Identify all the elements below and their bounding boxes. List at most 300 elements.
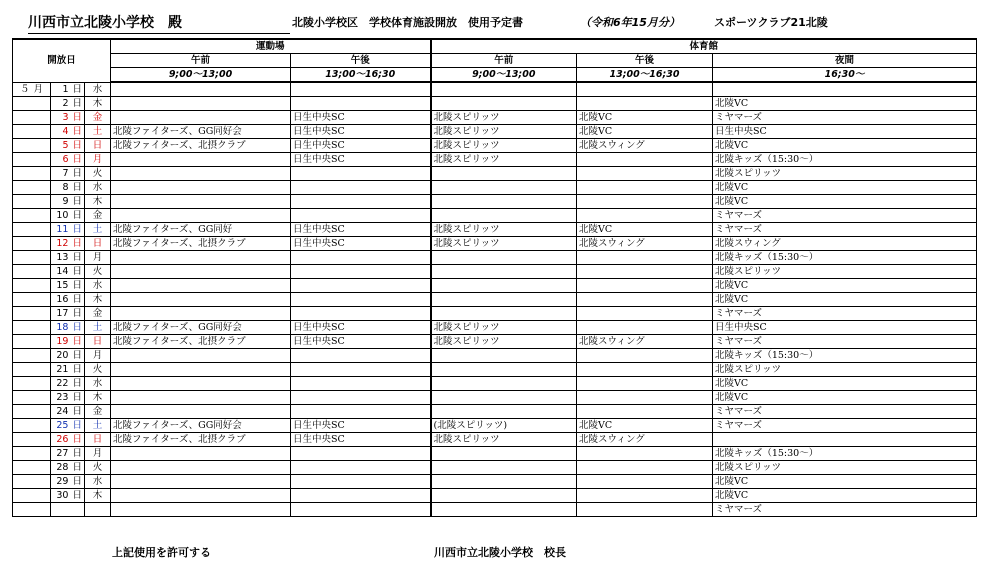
ground-pm-cell: [291, 503, 431, 517]
ground-am-cell: [111, 209, 291, 223]
day-number: 27: [56, 448, 69, 459]
day-number: 22: [56, 378, 69, 389]
day-suffix: 日: [72, 434, 82, 445]
gym-pm-cell: [577, 377, 713, 391]
ground-pm-cell: [291, 82, 431, 97]
month-cell: [13, 503, 51, 517]
day-cell: [51, 489, 85, 503]
table-row: [13, 195, 977, 209]
month-cell: [13, 279, 51, 293]
day-cell: [51, 209, 85, 223]
table-row: [13, 377, 977, 391]
day-suffix: 日: [72, 378, 82, 389]
gym-pm-cell: [577, 279, 713, 293]
day-suffix: 日: [72, 140, 82, 151]
day-number: 1: [62, 83, 69, 95]
gym-pm-cell: [577, 391, 713, 405]
gym-am-cell: [431, 265, 577, 279]
day-suffix: 日: [72, 392, 82, 403]
day-suffix: 日: [72, 238, 82, 249]
ground-am-cell: 北陵ファイターズ、GG同好会: [111, 125, 291, 139]
day-suffix: 日: [72, 126, 82, 137]
month-cell: [13, 181, 51, 195]
ground-pm-cell: 日生中央SC: [291, 335, 431, 349]
day-number: 10: [56, 210, 69, 221]
day-cell: [51, 349, 85, 363]
ground-am-cell: [111, 405, 291, 419]
ground-pm-cell: 日生中央SC: [291, 433, 431, 447]
table-row: [13, 293, 977, 307]
gym-header: 体育館: [431, 39, 977, 54]
day-number: 3: [62, 112, 69, 123]
month-cell: [13, 433, 51, 447]
gym-pm-cell: 北陵スウィング: [577, 237, 713, 251]
month-cell: [13, 461, 51, 475]
ground-pm-cell: [291, 363, 431, 377]
day-cell: [51, 223, 85, 237]
ground-pm-cell: [291, 377, 431, 391]
table-row: [13, 111, 977, 125]
ground-am-cell: [111, 349, 291, 363]
gym-pm-cell: [577, 153, 713, 167]
gym-night-cell: 北陵VC: [713, 97, 977, 111]
table-row: [13, 489, 977, 503]
day-number: 6: [62, 154, 69, 165]
table-row: [13, 82, 977, 97]
table-row: [13, 475, 977, 489]
ground-am-cell: [111, 82, 291, 97]
day-number: 16: [56, 294, 69, 305]
gym-night-cell: 北陵VC: [713, 139, 977, 153]
ground-am-cell: 北陵ファイターズ、GG同好: [111, 223, 291, 237]
day-suffix: 日: [72, 112, 82, 123]
gym-pm-cell: [577, 97, 713, 111]
day-suffix: 日: [72, 83, 82, 95]
ground-pm-cell: [291, 279, 431, 293]
gym-night-cell: 北陵VC: [713, 489, 977, 503]
weekday-cell: 日: [85, 335, 111, 349]
month-cell: [13, 405, 51, 419]
gym-night-cell: 北陵キッズ（15:30～）: [713, 349, 977, 363]
day-cell: [51, 307, 85, 321]
gym-night-cell: ミヤマーズ: [713, 419, 977, 433]
gym-pm-cell: [577, 405, 713, 419]
gym-am-cell: (北陵スピリッツ): [431, 419, 577, 433]
table-row: [13, 419, 977, 433]
day-number: 9: [62, 196, 69, 207]
weekday-cell: 水: [85, 181, 111, 195]
gym-am-cell: [431, 209, 577, 223]
day-number: 19: [56, 336, 69, 347]
ground-pm-cell: [291, 293, 431, 307]
gym-pm-cell: [577, 503, 713, 517]
gym-am-cell: 北陵スピリッツ: [431, 335, 577, 349]
day-cell: [51, 97, 85, 111]
ground-am-cell: [111, 461, 291, 475]
period-header: 午前: [111, 54, 291, 68]
ground-pm-cell: 日生中央SC: [291, 111, 431, 125]
gym-night-cell: 北陵VC: [713, 279, 977, 293]
month-cell: [13, 377, 51, 391]
gym-am-cell: [431, 293, 577, 307]
day-number: 15: [56, 280, 69, 291]
ground-pm-cell: [291, 167, 431, 181]
gym-pm-cell: [577, 489, 713, 503]
day-number: 29: [56, 476, 69, 487]
month-cell: [13, 321, 51, 335]
month-cell: [13, 391, 51, 405]
day-cell: [51, 461, 85, 475]
day-suffix: 日: [72, 224, 82, 235]
period-header: 夜間: [713, 54, 977, 68]
table-row: [13, 139, 977, 153]
weekday-cell: 木: [85, 293, 111, 307]
day-cell: [51, 139, 85, 153]
ground-am-cell: [111, 97, 291, 111]
open-day-header: 開放日: [13, 39, 111, 82]
ground-pm-cell: [291, 195, 431, 209]
gym-am-cell: 北陵スピリッツ: [431, 321, 577, 335]
time-header: 16;30～: [713, 68, 977, 83]
day-suffix: 日: [72, 252, 82, 263]
ground-am-cell: [111, 503, 291, 517]
day-cell: [51, 167, 85, 181]
day-number: 26: [56, 434, 69, 445]
day-number: 13: [56, 252, 69, 263]
gym-pm-cell: [577, 321, 713, 335]
table-row: [13, 181, 977, 195]
ground-am-cell: 北陵ファイターズ、北摂クラブ: [111, 237, 291, 251]
time-header: 9;00～13;00: [431, 68, 577, 83]
day-number: 7: [62, 168, 69, 179]
gym-pm-cell: 北陵VC: [577, 223, 713, 237]
ground-am-cell: [111, 377, 291, 391]
month-cell: [13, 97, 51, 111]
day-cell: [51, 503, 85, 517]
document-title: 北陵小学校区 学校体育施設開放 使用予定書: [292, 16, 523, 29]
month-number: ５: [19, 83, 30, 95]
ground-am-cell: [111, 251, 291, 265]
day-number: 11: [56, 224, 69, 235]
weekday-cell: 土: [85, 419, 111, 433]
weekday-cell: 月: [85, 251, 111, 265]
ground-am-cell: 北陵ファイターズ、北摂クラブ: [111, 335, 291, 349]
weekday-cell: 火: [85, 461, 111, 475]
gym-am-cell: [431, 307, 577, 321]
weekday-cell: 火: [85, 363, 111, 377]
gym-pm-cell: 北陵VC: [577, 111, 713, 125]
ground-pm-cell: 日生中央SC: [291, 125, 431, 139]
day-number: 20: [56, 350, 69, 361]
gym-night-cell: 北陵VC: [713, 475, 977, 489]
day-number: 5: [62, 140, 69, 151]
day-suffix: 日: [72, 336, 82, 347]
ground-pm-cell: [291, 97, 431, 111]
month-cell: [13, 363, 51, 377]
gym-night-cell: 北陵VC: [713, 181, 977, 195]
ground-am-cell: [111, 167, 291, 181]
day-cell: [51, 447, 85, 461]
gym-pm-cell: [577, 167, 713, 181]
ground-pm-cell: [291, 447, 431, 461]
gym-am-cell: [431, 475, 577, 489]
table-row: [13, 391, 977, 405]
day-number: 4: [62, 126, 69, 137]
day-cell: [51, 433, 85, 447]
day-suffix: 日: [72, 462, 82, 473]
gym-night-cell: 北陵キッズ（15:30～）: [713, 153, 977, 167]
gym-am-cell: 北陵スピリッツ: [431, 237, 577, 251]
gym-pm-cell: 北陵スウィング: [577, 433, 713, 447]
gym-pm-cell: [577, 181, 713, 195]
table-row: [13, 251, 977, 265]
ground-pm-cell: [291, 307, 431, 321]
weekday-cell: 火: [85, 265, 111, 279]
ground-pm-cell: 日生中央SC: [291, 419, 431, 433]
weekday-cell: 月: [85, 447, 111, 461]
gym-pm-cell: [577, 461, 713, 475]
day-number: 17: [56, 308, 69, 319]
month-cell: [13, 447, 51, 461]
gym-am-cell: [431, 195, 577, 209]
gym-night-cell: ミヤマーズ: [713, 223, 977, 237]
month-cell: [13, 307, 51, 321]
day-suffix: 日: [72, 448, 82, 459]
gym-pm-cell: [577, 265, 713, 279]
day-suffix: 日: [72, 490, 82, 501]
ground-am-cell: 北陵ファイターズ、GG同好会: [111, 419, 291, 433]
month-cell: [13, 195, 51, 209]
table-row: [13, 223, 977, 237]
gym-night-cell: ミヤマーズ: [713, 503, 977, 517]
ground-am-cell: 北陵ファイターズ、北摂クラブ: [111, 139, 291, 153]
weekday-cell: 土: [85, 125, 111, 139]
day-suffix: 日: [72, 196, 82, 207]
gym-am-cell: [431, 167, 577, 181]
month-cell: [13, 489, 51, 503]
day-cell: [51, 377, 85, 391]
gym-pm-cell: [577, 447, 713, 461]
gym-pm-cell: [577, 82, 713, 97]
ground-am-cell: [111, 307, 291, 321]
weekday-cell: 土: [85, 321, 111, 335]
weekday-cell: 土: [85, 223, 111, 237]
gym-night-cell: 北陵VC: [713, 195, 977, 209]
month-cell: [13, 125, 51, 139]
table-row: [13, 503, 977, 517]
table-row: [13, 97, 977, 111]
gym-night-cell: 日生中央SC: [713, 125, 977, 139]
weekday-cell: 水: [85, 82, 111, 97]
time-header: 13;00～16;30: [577, 68, 713, 83]
gym-night-cell: 北陵スウィング: [713, 237, 977, 251]
gym-night-cell: 北陵スピリッツ: [713, 167, 977, 181]
ground-am-cell: [111, 181, 291, 195]
ground-pm-cell: [291, 489, 431, 503]
table-row: [13, 125, 977, 139]
weekday-cell: 日: [85, 433, 111, 447]
day-suffix: 日: [72, 98, 82, 109]
ground-am-cell: [111, 265, 291, 279]
ground-am-cell: [111, 363, 291, 377]
weekday-cell: 木: [85, 391, 111, 405]
ground-pm-cell: [291, 181, 431, 195]
weekday-cell: 木: [85, 97, 111, 111]
ground-am-cell: [111, 279, 291, 293]
period-header: 午後: [291, 54, 431, 68]
day-number: 12: [56, 238, 69, 249]
gym-night-cell: [713, 82, 977, 97]
month-cell: [13, 265, 51, 279]
gym-pm-cell: [577, 251, 713, 265]
gym-am-cell: [431, 97, 577, 111]
day-cell: [51, 475, 85, 489]
day-number: 30: [56, 490, 69, 501]
gym-night-cell: 北陵スピリッツ: [713, 363, 977, 377]
day-cell: [51, 181, 85, 195]
day-suffix: 日: [72, 420, 82, 431]
gym-pm-cell: [577, 209, 713, 223]
weekday-cell: 水: [85, 475, 111, 489]
period-label: （令和6年15月分）: [580, 16, 680, 29]
day-suffix: 日: [72, 308, 82, 319]
ground-am-cell: [111, 195, 291, 209]
day-cell: [51, 195, 85, 209]
weekday-cell: 月: [85, 153, 111, 167]
month-cell: [13, 251, 51, 265]
day-cell: [51, 405, 85, 419]
day-number: 18: [56, 322, 69, 333]
ground-am-cell: [111, 447, 291, 461]
table-row: [13, 209, 977, 223]
table-row: [13, 363, 977, 377]
ground-am-cell: [111, 293, 291, 307]
gym-am-cell: [431, 377, 577, 391]
month-cell: [13, 237, 51, 251]
ground-pm-cell: [291, 209, 431, 223]
day-cell: [51, 391, 85, 405]
day-cell: [51, 251, 85, 265]
day-cell: [51, 419, 85, 433]
gym-am-cell: 北陵スピリッツ: [431, 433, 577, 447]
gym-night-cell: ミヤマーズ: [713, 111, 977, 125]
day-cell: [51, 111, 85, 125]
month-cell: [13, 209, 51, 223]
club-name: スポーツクラブ21北陵: [714, 16, 828, 29]
gym-night-cell: ミヤマーズ: [713, 335, 977, 349]
table-row: [13, 335, 977, 349]
gym-night-cell: [713, 433, 977, 447]
table-row: [13, 349, 977, 363]
gym-night-cell: ミヤマーズ: [713, 405, 977, 419]
ground-pm-cell: [291, 475, 431, 489]
gym-night-cell: 北陵VC: [713, 391, 977, 405]
day-suffix: 日: [72, 322, 82, 333]
day-suffix: 日: [72, 280, 82, 291]
month-cell: [13, 335, 51, 349]
day-cell: [51, 153, 85, 167]
weekday-cell: 日: [85, 139, 111, 153]
gym-pm-cell: [577, 349, 713, 363]
period-header: 午前: [431, 54, 577, 68]
weekday-cell: 金: [85, 405, 111, 419]
gym-am-cell: 北陵スピリッツ: [431, 153, 577, 167]
ground-pm-cell: 日生中央SC: [291, 237, 431, 251]
day-cell: [51, 363, 85, 377]
day-number: 28: [56, 462, 69, 473]
ground-am-cell: [111, 475, 291, 489]
weekday-cell: 金: [85, 111, 111, 125]
ground-header: 運動場: [111, 39, 431, 54]
gym-pm-cell: [577, 307, 713, 321]
day-suffix: 日: [72, 154, 82, 165]
permit-statement: 上記使用を許可する: [112, 546, 211, 559]
gym-am-cell: 北陵スピリッツ: [431, 125, 577, 139]
table-row: [13, 461, 977, 475]
gym-night-cell: 北陵VC: [713, 293, 977, 307]
gym-am-cell: [431, 181, 577, 195]
month-cell: [13, 153, 51, 167]
ground-pm-cell: 日生中央SC: [291, 223, 431, 237]
day-number: 14: [56, 266, 69, 277]
table-row: [13, 167, 977, 181]
ground-pm-cell: [291, 251, 431, 265]
gym-night-cell: 北陵VC: [713, 377, 977, 391]
weekday-cell: 水: [85, 279, 111, 293]
gym-pm-cell: 北陵VC: [577, 125, 713, 139]
day-cell: [51, 125, 85, 139]
gym-pm-cell: [577, 195, 713, 209]
ground-am-cell: [111, 391, 291, 405]
schedule-table: [12, 38, 977, 517]
day-number: 23: [56, 392, 69, 403]
gym-am-cell: [431, 251, 577, 265]
day-suffix: 日: [72, 210, 82, 221]
time-header: 9;00～13;00: [111, 68, 291, 83]
ground-am-cell: [111, 111, 291, 125]
weekday-cell: [85, 503, 111, 517]
gym-night-cell: 北陵キッズ（15:30～）: [713, 251, 977, 265]
gym-night-cell: 北陵スピリッツ: [713, 265, 977, 279]
table-row: [13, 321, 977, 335]
ground-am-cell: 北陵ファイターズ、GG同好会: [111, 321, 291, 335]
month-cell: [13, 82, 51, 97]
ground-pm-cell: 日生中央SC: [291, 139, 431, 153]
weekday-cell: 金: [85, 209, 111, 223]
day-cell: [51, 335, 85, 349]
month-suffix: 月: [33, 83, 44, 95]
day-suffix: 日: [72, 182, 82, 193]
weekday-cell: 火: [85, 167, 111, 181]
day-suffix: 日: [72, 364, 82, 375]
table-row: [13, 237, 977, 251]
weekday-cell: 日: [85, 237, 111, 251]
ground-pm-cell: [291, 349, 431, 363]
month-cell: [13, 293, 51, 307]
time-header: 13;00～16;30: [291, 68, 431, 83]
ground-pm-cell: [291, 405, 431, 419]
day-cell: [51, 321, 85, 335]
gym-pm-cell: [577, 293, 713, 307]
ground-am-cell: [111, 153, 291, 167]
weekday-cell: 木: [85, 195, 111, 209]
gym-am-cell: [431, 489, 577, 503]
principal-signature: 川西市立北陵小学校 校長: [434, 546, 566, 559]
gym-am-cell: [431, 349, 577, 363]
day-cell: [51, 82, 85, 97]
addressee: 川西市立北陵小学校 殿: [28, 12, 290, 34]
weekday-cell: 水: [85, 377, 111, 391]
